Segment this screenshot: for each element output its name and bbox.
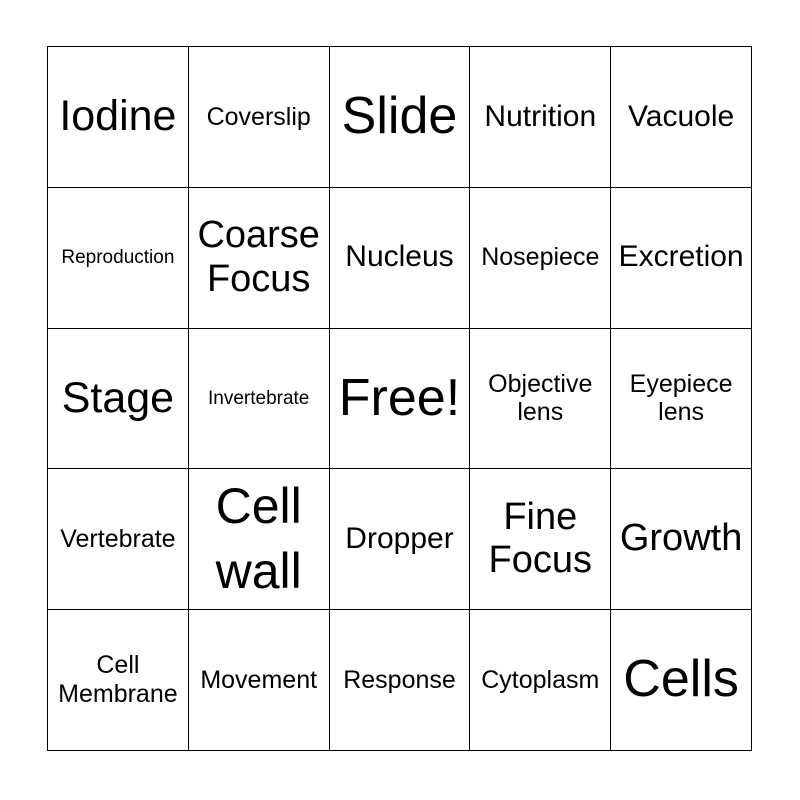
bingo-cell[interactable]: Vacuole — [611, 47, 752, 188]
bingo-board — [47, 46, 752, 751]
bingo-cell[interactable]: Excretion — [611, 188, 752, 329]
free-space-cell[interactable]: Free! — [330, 329, 471, 470]
bingo-cell[interactable]: Nutrition — [470, 47, 611, 188]
bingo-cell[interactable]: Cell Membrane — [48, 610, 189, 751]
bingo-cell[interactable]: Cells — [611, 610, 752, 751]
bingo-cell[interactable]: Coarse Focus — [189, 188, 330, 329]
bingo-cell[interactable]: Vertebrate — [48, 469, 189, 610]
bingo-cell[interactable]: Invertebrate — [189, 329, 330, 470]
bingo-cell[interactable]: Slide — [330, 47, 471, 188]
bingo-cell[interactable]: Growth — [611, 469, 752, 610]
bingo-cell[interactable]: Coverslip — [189, 47, 330, 188]
bingo-cell[interactable]: Nosepiece — [470, 188, 611, 329]
bingo-cell[interactable]: Iodine — [48, 47, 189, 188]
bingo-cell[interactable]: Response — [330, 610, 471, 751]
bingo-cell[interactable]: Cytoplasm — [470, 610, 611, 751]
bingo-cell[interactable]: Movement — [189, 610, 330, 751]
bingo-cell[interactable]: Nucleus — [330, 188, 471, 329]
bingo-cell[interactable]: Cell wall — [189, 469, 330, 610]
bingo-cell[interactable]: Fine Focus — [470, 469, 611, 610]
bingo-cell[interactable]: Stage — [48, 329, 189, 470]
bingo-cell[interactable]: Reproduction — [48, 188, 189, 329]
bingo-cell[interactable]: Dropper — [330, 469, 471, 610]
bingo-cell[interactable]: Eyepiece lens — [611, 329, 752, 470]
bingo-cell[interactable]: Objective lens — [470, 329, 611, 470]
